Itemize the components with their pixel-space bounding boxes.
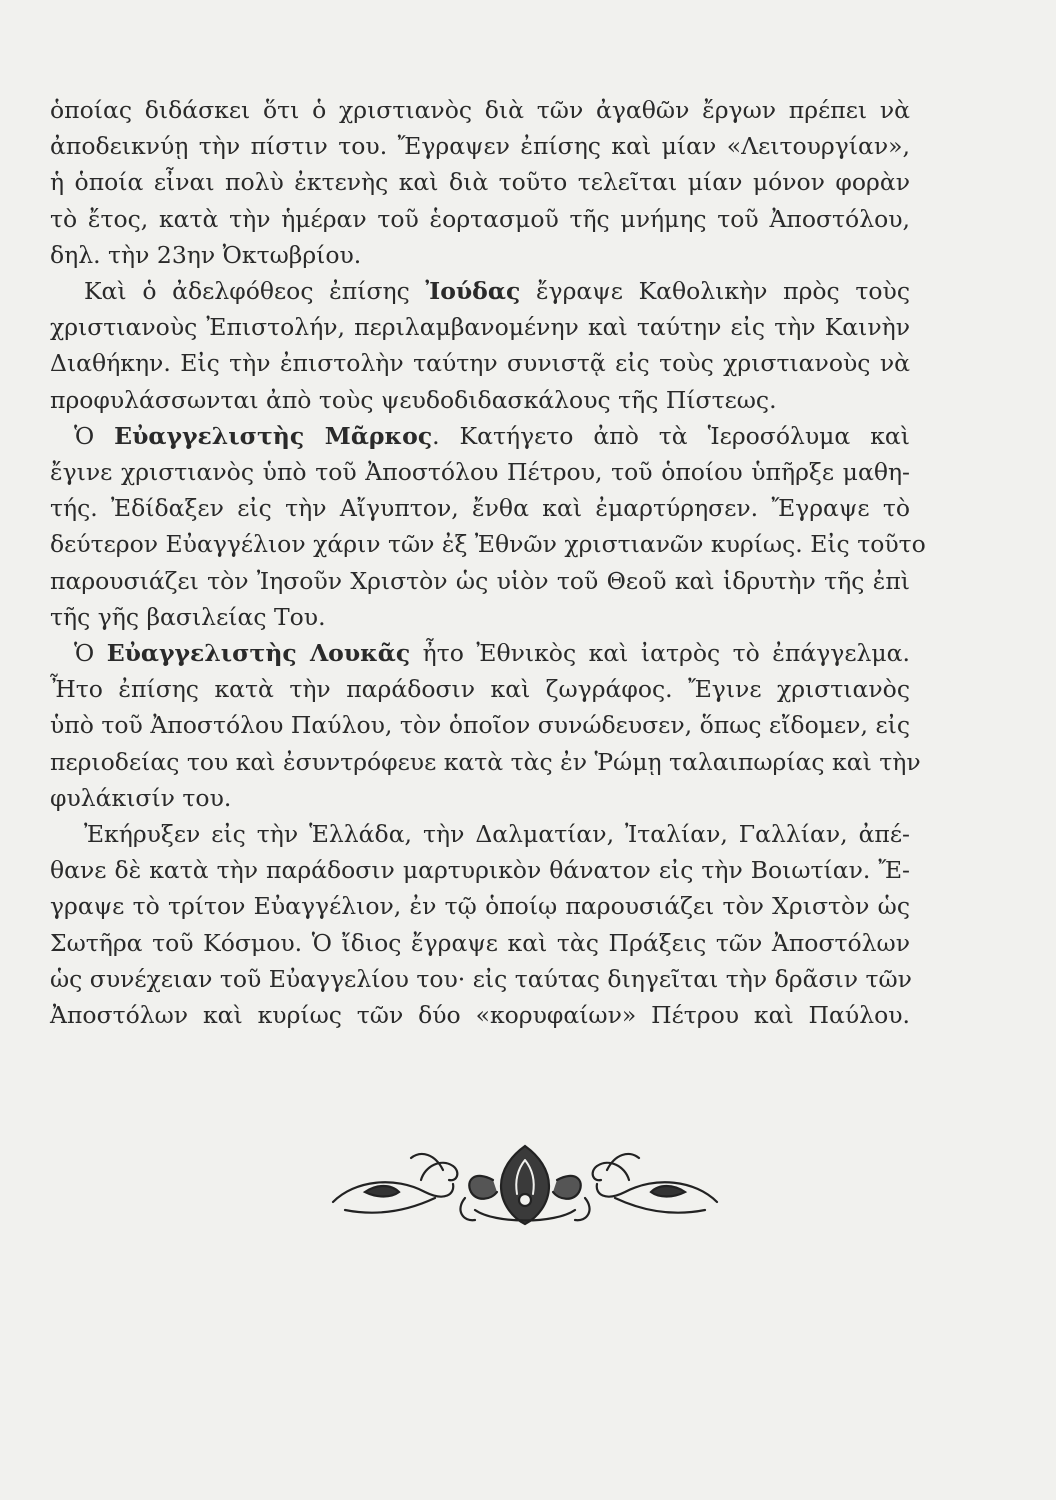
text-line	[50, 273, 910, 309]
text-fragment: ἔγραψε Καθολικὴν πρὸς τοὺς	[520, 277, 910, 306]
text-line: περιοδείας του καὶ ἐσυντρόφευε κατὰ τὰς ἐν Ῥώμῃ ταλαιπωρίας καὶ τὴν	[50, 747, 921, 776]
text-line: ἡ ὁποία εἶναι πολὺ ἐκτενὴς καὶ διὰ τοῦτο τελεῖται μίαν μόνον φορὰν	[50, 168, 910, 197]
text-line: προφυλάσσωνται ἀπὸ τοὺς ψευδοδιδασκάλους τῆς Πίστεως.	[50, 385, 777, 414]
text-line: Σωτῆρα τοῦ Κόσμου. Ὁ ἴδιος ἔγραψε καὶ τὰς Πράξεις τῶν Ἀποστόλων	[50, 928, 910, 957]
text-fragment: . Κατήγετο ἀπὸ τὰ Ἱεροσόλυμα καὶ	[432, 421, 911, 450]
text-line	[50, 635, 910, 671]
text-fragment: Ὁ	[74, 421, 115, 450]
body-text	[50, 92, 926, 1033]
text-line: γραψε τὸ τρίτον Εὐαγγέλιον, ἐν τῷ ὁποίῳ παρουσιάζει τὸν Χριστὸν ὡς	[50, 892, 910, 921]
text-line: χριστιανοὺς Ἐπιστολήν, περιλαμβανομένην καὶ ταύτην εἰς τὴν Καινὴν	[50, 313, 910, 342]
text-line: φυλάκισίν του.	[50, 783, 232, 812]
text-line: ἀποδεικνύῃ τὴν πίστιν του. Ἔγραψεν ἐπίσης καὶ μίαν «Λειτουργίαν»,	[50, 132, 910, 161]
text-line: παρουσιάζει τὸν Ἰησοῦν Χριστὸν ὡς υἱὸν τοῦ Θεοῦ καὶ ἱδρυτὴν τῆς ἐπὶ	[50, 566, 910, 595]
text-line: δεύτερον Εὐαγγέλιον χάριν τῶν ἐξ Ἐθνῶν χριστιανῶν κυρίως. Εἰς τοῦτο	[50, 530, 926, 559]
text-line: Ἀποστόλων καὶ κυρίως τῶν δύο «κορυφαίων» Πέτρου καὶ Παύλου.	[50, 1001, 910, 1030]
text-fragment: Ὁ	[74, 639, 107, 668]
text-line: ὡς συνέχειαν τοῦ Εὐαγγελίου του· εἰς ταύτας διηγεῖται τὴν δρᾶσιν τῶν	[50, 964, 912, 993]
text-line: θανε δὲ κατὰ τὴν παράδοσιν μαρτυρικὸν θάνατον εἰς τὴν Βοιωτίαν. Ἔ-	[50, 856, 910, 885]
heading-luke: Εὐαγγελιστὴς Λουκᾶς	[106, 639, 411, 668]
text-line: Ἐκήρυξεν εἰς τὴν Ἑλλάδα, τὴν Δαλματίαν, Ἰταλίαν, Γαλλίαν, ἀπέ-	[84, 820, 910, 849]
text-line	[50, 418, 910, 454]
text-line: τὸ ἔτος, κατὰ τὴν ἡμέραν τοῦ ἑορτασμοῦ τῆς μνήμης τοῦ Ἀποστόλου,	[50, 204, 910, 233]
text-line: Ἦτο ἐπίσης κατὰ τὴν παράδοσιν καὶ ζωγράφος. Ἔγινε χριστιανὸς	[50, 675, 910, 704]
text-line: τής. Ἐδίδαξεν εἰς τὴν Αἴγυπτον, ἔνθα καὶ ἐμαρτύρησεν. Ἔγραψε τὸ	[50, 494, 910, 523]
text-line: Διαθήκην. Εἰς τὴν ἐπιστολὴν ταύτην συνιστᾷ εἰς τοὺς χριστιανοὺς νὰ	[50, 349, 910, 378]
text-line: δηλ. τὴν 23ην Ὀκτωβρίου.	[50, 240, 362, 269]
name-iudas: Ἰούδας	[425, 277, 521, 306]
text-fragment: ἦτο Ἐθνικὸς καὶ ἰατρὸς τὸ ἐπάγγελμα.	[410, 639, 910, 668]
heading-mark: Εὐαγγελιστὴς Μᾶρκος	[114, 421, 433, 450]
text-line: ἔγινε χριστιανὸς ὑπὸ τοῦ Ἀποστόλου Πέτρου, τοῦ ὁποίου ὑπῆρξε μαθη-	[50, 458, 910, 487]
text-line: τῆς γῆς βασιλείας Του.	[50, 602, 326, 631]
text-line: ὁποίας διδάσκει ὅτι ὁ χριστιανὸς διὰ τῶν ἀγαθῶν ἔργων πρέπει νὰ	[50, 96, 910, 124]
text-line: ὑπὸ τοῦ Ἀποστόλου Παύλου, τὸν ὁποῖον συνώδευσεν, ὅπως εἴδομεν, εἰς	[50, 711, 910, 740]
floral-ornament-icon	[325, 1140, 725, 1230]
text-fragment: Καὶ ὁ ἀδελφόθεος ἐπίσης	[84, 277, 426, 306]
